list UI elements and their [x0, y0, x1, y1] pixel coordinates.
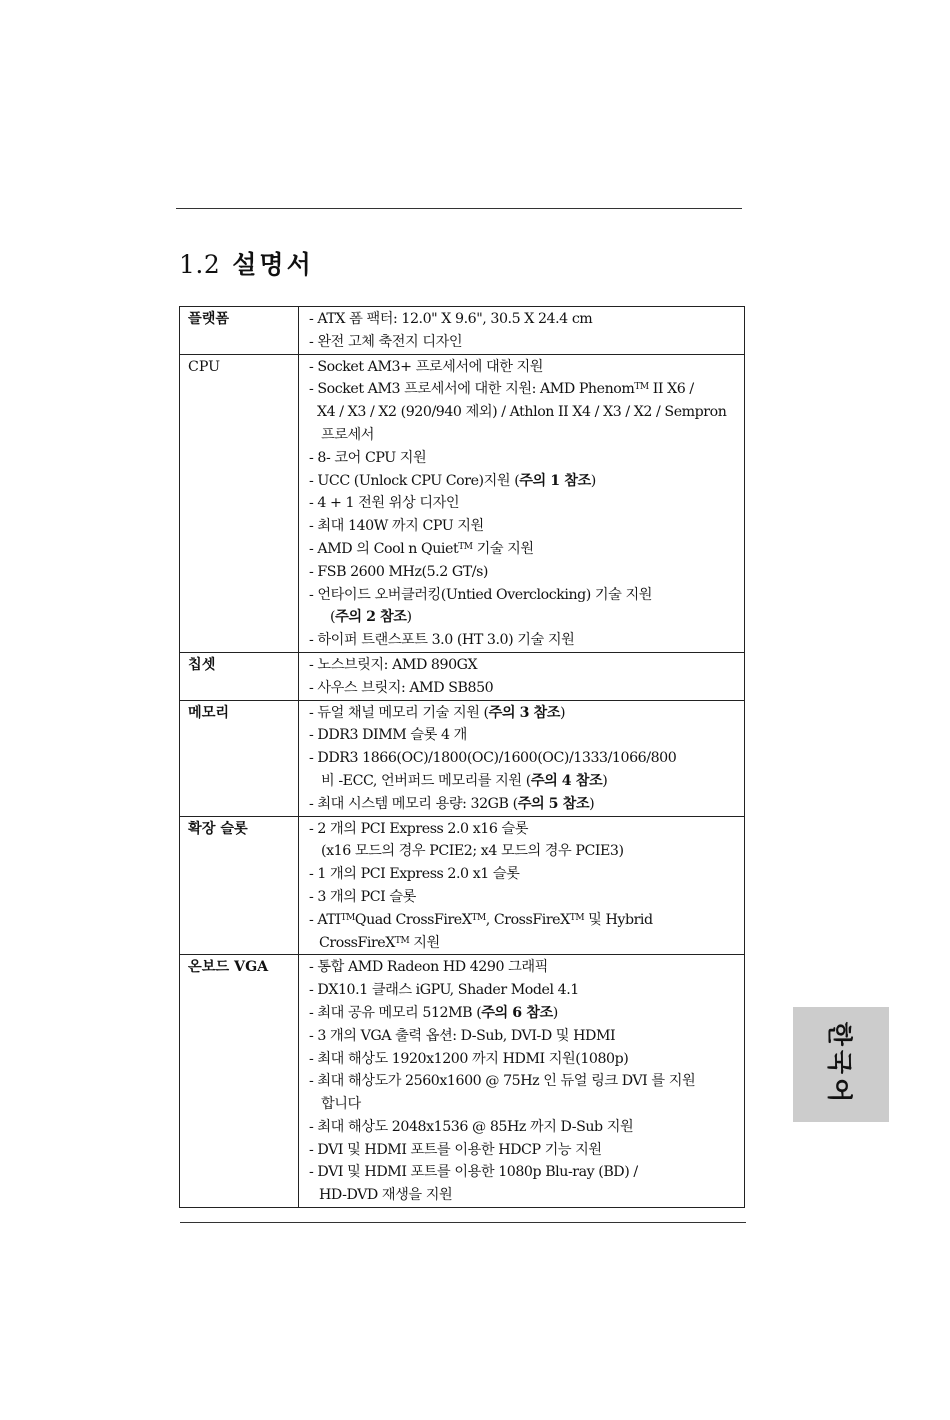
row-memory [180, 700, 745, 816]
section-title: 설명서 [232, 250, 314, 279]
spec-text: ) [590, 472, 596, 489]
spec-text: ) [589, 795, 595, 812]
spec-line: - 3 개의 VGA 출력 옵션: D-Sub, DVI-D 및 HDMI [309, 1027, 616, 1044]
row-label: CPU [180, 354, 299, 652]
spec-line: - 완전 고체 축전지 디자인 [309, 333, 463, 350]
spec-line: - 통합 AMD Radeon HD 4290 그래픽 [309, 959, 548, 976]
row-label: 플랫폼 [180, 307, 299, 355]
spec-text: - UCC (Unlock CPU Core)지원 ( [309, 472, 520, 489]
spec-line [309, 702, 744, 725]
spec-text: 비 -ECC, 언버퍼드 메모리를 지원 ( [321, 772, 531, 789]
spec-line [309, 378, 744, 401]
language-tab-label: 한국어 [825, 1021, 854, 1107]
trademark-mark: TM [634, 382, 649, 393]
spec-line: HD-DVD 재생을 지원 [319, 1187, 453, 1204]
spec-line [309, 770, 744, 793]
spec-line: (x16 모드의 경우 PCIE2; x4 모드의 경우 PCIE3) [321, 843, 624, 860]
spec-line: - 최대 해상도가 2560x1600 @ 75Hz 인 듀얼 링크 DVI 를 지원 [309, 1073, 696, 1090]
section-heading [179, 250, 314, 280]
spec-text: - 최대 공유 메모리 512MB ( [309, 1004, 482, 1021]
spec-line [309, 932, 744, 955]
spec-text: 지원 [409, 934, 440, 951]
spec-line: - 사우스 브릿지: AMD SB850 [309, 679, 494, 696]
top-rule [176, 208, 742, 209]
spec-line: - 최대 해상도 1920x1200 까지 HDMI 지원(1080p) [309, 1050, 629, 1067]
spec-line: - DDR3 DIMM 슬롯 4 개 [309, 727, 467, 744]
spec-line: - 2 개의 PCI Express 2.0 x16 슬롯 [309, 820, 528, 837]
trademark-mark: TM [458, 541, 473, 552]
note-ref: 주의 1 참조 [519, 472, 591, 489]
spec-text: - 최대 시스템 메모리 용량: 32GB ( [309, 795, 518, 812]
spec-text: 및 Hybrid [584, 911, 653, 928]
spec-line: - 3 개의 PCI 슬롯 [309, 888, 416, 905]
spec-line [309, 538, 744, 561]
spec-line: - 최대 140W 까지 CPU 지원 [309, 518, 484, 535]
spec-line: - 8- 코어 CPU 지원 [309, 449, 427, 466]
spec-text: - ATI [309, 911, 341, 928]
spec-line: - Socket AM3+ 프로세서에 대한 지원 [309, 358, 544, 375]
spec-line: - DX10.1 클래스 iGPU, Shader Model 4.1 [309, 982, 579, 999]
row-values [299, 354, 745, 652]
spec-text: ) [560, 704, 566, 721]
spec-text: ) [602, 772, 608, 789]
spec-table [179, 306, 745, 1208]
spec-text: II X6 / [648, 381, 694, 398]
spec-line: - 노스브릿지: AMD 890GX [309, 656, 478, 673]
spec-line: - DVI 및 HDMI 포트를 이용한 HDCP 기능 지원 [309, 1141, 602, 1158]
trademark-mark: TM [471, 912, 486, 923]
spec-line: - FSB 2600 MHz(5.2 GT/s) [309, 563, 488, 580]
spec-line: - 1 개의 PCI Express 2.0 x1 슬롯 [309, 866, 520, 883]
spec-text: Quad CrossFireX [354, 911, 472, 928]
row-platform [180, 307, 745, 355]
row-label: 온보드 VGA [180, 955, 299, 1208]
spec-text: , CrossFireX [485, 911, 570, 928]
spec-line: - 언타이드 오버클러킹(Untied Overclocking) 기술 지원 [309, 586, 652, 603]
note-ref: 주의 6 참조 [481, 1004, 553, 1021]
spec-text: - Socket AM3 프로세서에 대한 지원: AMD Phenom [309, 381, 635, 398]
row-values [299, 307, 745, 355]
note-ref: 주의 4 참조 [530, 772, 603, 789]
bottom-rule [180, 1222, 746, 1223]
row-values [299, 652, 745, 700]
spec-text: - 듀얼 채널 메모리 기술 지원 ( [309, 704, 489, 721]
spec-line: - ATX 폼 팩터: 12.0" X 9.6", 30.5 X 24.4 cm [309, 311, 593, 327]
spec-line: - DDR3 1866(OC)/1800(OC)/1600(OC)/1333/1066/800 [309, 750, 677, 767]
row-expansion-slots [180, 816, 745, 955]
trademark-mark: TM [569, 912, 585, 923]
row-chipset [180, 652, 745, 700]
spec-line [309, 793, 744, 816]
row-values [299, 955, 745, 1208]
spec-line: 합니다 [321, 1096, 361, 1113]
spec-text: ( [330, 609, 336, 626]
section-number: 1.2 [179, 250, 221, 279]
trademark-mark: TM [340, 912, 355, 923]
spec-line [309, 606, 744, 629]
spec-line: X4 / X3 / X2 (920/940 제외) / Athlon II X4 / X3 / X2 / Sempron [317, 404, 727, 421]
row-values [299, 700, 745, 816]
spec-line: - 최대 해상도 2048x1536 @ 85Hz 까지 D-Sub 지원 [309, 1118, 634, 1135]
note-ref: 주의 2 참조 [335, 609, 407, 626]
spec-line: - DVI 및 HDMI 포트를 이용한 1080p Blu-ray (BD) / [309, 1164, 638, 1181]
spec-text: ) [552, 1004, 558, 1021]
spec-text: - AMD 의 Cool n Quiet [309, 540, 459, 557]
language-side-tab [793, 1007, 889, 1122]
row-label: 확장 슬롯 [180, 816, 299, 955]
spec-line [309, 470, 744, 493]
row-values [299, 816, 745, 955]
trademark-mark: TM [394, 935, 410, 946]
spec-text: ) [406, 609, 412, 626]
note-ref: 주의 5 참조 [517, 795, 590, 812]
spec-line [309, 909, 744, 932]
spec-line: - 하이퍼 트랜스포트 3.0 (HT 3.0) 기술 지원 [309, 632, 575, 649]
spec-line: - 4 + 1 전원 위상 디자인 [309, 495, 460, 512]
row-cpu [180, 354, 745, 652]
row-label: 메모리 [180, 700, 299, 816]
row-onboard-vga [180, 955, 745, 1208]
spec-text: CrossFireX [319, 934, 395, 951]
note-ref: 주의 3 참조 [488, 704, 561, 721]
row-label: 칩셋 [180, 652, 299, 700]
spec-line [309, 1002, 744, 1025]
spec-text: 기술 지원 [472, 540, 534, 557]
spec-line: 프로세서 [321, 426, 375, 443]
